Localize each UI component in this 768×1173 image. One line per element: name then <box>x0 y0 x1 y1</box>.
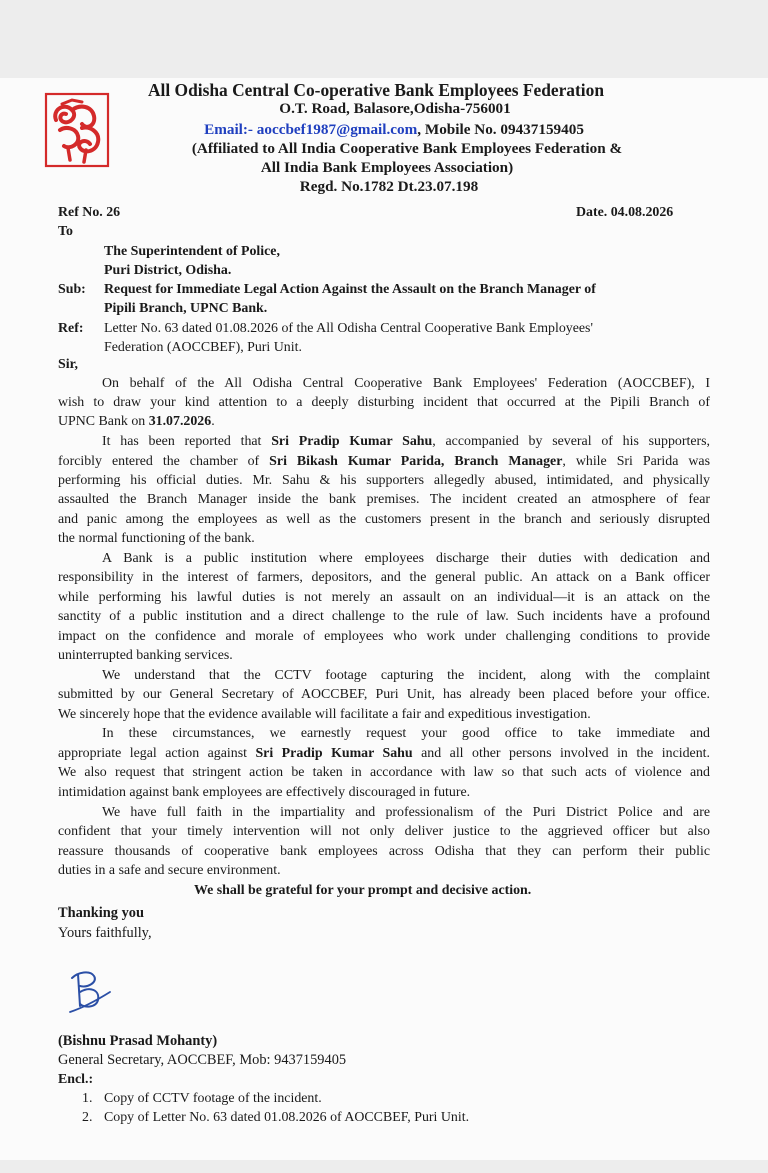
para2-line: the normal functioning of the bank. <box>58 531 255 546</box>
signature-icon <box>64 962 114 1022</box>
letter-date: Date. 04.08.2026 <box>576 205 674 220</box>
org-title: All Odisha Central Co-operative Bank Employees Federation <box>147 80 604 100</box>
enclosure-item: Copy of Letter No. 63 dated 01.08.2026 of AOCCBEF, Puri Unit. <box>104 1110 470 1125</box>
addressee-line-1: The Superintendent of Police, <box>104 244 280 259</box>
para4-line: submitted by our General Secretary of AOCCBEF, Puri Unit, has already been placed before your office. <box>58 687 710 702</box>
top-margin <box>0 0 768 78</box>
para2-line: forcibly entered the chamber of Sri Bikash Kumar Parida, Branch Manager, while Sri Parida was <box>58 454 710 469</box>
para2-line: assaulted the Branch Manager inside the bank premises. The incident created an atmosphere of fear <box>58 492 710 507</box>
para5-line: intimidation against bank employees are effectively discouraged in future. <box>58 785 471 800</box>
para3-line: sanctity of a public institution and a direct challenge to the rule of law. Such incidents have a profound <box>58 609 710 624</box>
reference-line-1: Letter No. 63 dated 01.08.2026 of the All Odisha Central Cooperative Bank Employees' <box>104 321 593 336</box>
para6-line: duties in a safe and secure environment. <box>58 863 281 878</box>
signatory-title: General Secretary, AOCCBEF, Mob: 9437159405 <box>58 1052 347 1068</box>
para5-line: In these circumstances, we earnestly request your good office to take immediate and <box>102 726 710 741</box>
affiliation-line-1: (Affiliated to All India Cooperative Bank Employees Federation & <box>191 140 623 157</box>
bottom-margin <box>0 1160 768 1173</box>
registration-number: Regd. No.1782 Dt.23.07.198 <box>299 178 479 195</box>
subject-label: Sub: <box>58 282 86 297</box>
incident-date: 31.07.2026 <box>148 414 212 429</box>
closing-statement: We shall be grateful for your prompt and decisive action. <box>194 883 532 898</box>
para1-line: UPNC Bank on 31.07.2026. <box>58 414 215 429</box>
to-label: To <box>58 224 73 239</box>
para6-line: We have full faith in the impartiality and professionalism of the Puri District Police and are <box>102 805 710 820</box>
email-link[interactable]: aoccbef1987@gmail.com <box>256 121 418 138</box>
federation-logo-icon <box>42 90 112 170</box>
signatory-name: (Bishnu Prasad Mohanty) <box>58 1033 218 1049</box>
affiliation-line-2: All India Bank Employees Association) <box>260 159 514 176</box>
para3-line: responsibility in the interest of farmers, depositors, and the general public. An attack on a Bank officer <box>58 570 710 585</box>
yours-faithfully: Yours faithfully, <box>58 925 152 941</box>
email-label: Email:- <box>204 121 253 138</box>
para6-line: reassure thousands of cooperative bank employees across Odisha that they can perform their public <box>58 844 710 859</box>
para3-line: impact on the confidence and morale of employees who work under challenging conditions to provide <box>58 629 710 644</box>
accused-name: Sri Pradip Kumar Sahu <box>271 434 433 449</box>
enclosures-label: Encl.: <box>58 1072 94 1087</box>
para3-line: A Bank is a public institution where employees discharge their duties with dedication and <box>102 551 710 566</box>
para4-line: We sincerely hope that the evidence available will facilitate a fair and expeditious investigation. <box>58 707 591 722</box>
victim-name: Sri Bikash Kumar Parida, Branch Manager <box>269 454 563 469</box>
para2-line: It has been reported that Sri Pradip Kumar Sahu, accompanied by several of his supporters, <box>102 434 710 449</box>
subject-line-1: Request for Immediate Legal Action Against the Assault on the Branch Manager of <box>104 282 596 297</box>
para6-line: confident that your timely intervention will not only deliver justice to the aggrieved officer but also <box>58 824 710 839</box>
enclosure-item: Copy of CCTV footage of the incident. <box>104 1091 322 1106</box>
reference-line-2: Federation (AOCCBEF), Puri Unit. <box>104 340 302 355</box>
para1-line: On behalf of the All Odisha Central Cooperative Bank Employees' Federation (AOCCBEF), I <box>102 376 710 391</box>
para2-line: and panic among the employees as well as the customers present in the branch and seriously disrupted <box>58 512 710 527</box>
para3-line: while performing his lawful duties is not merely an assault on an individual—it is an attack on the <box>58 590 710 605</box>
reference-label: Ref: <box>58 321 84 336</box>
para3-line: uninterrupted banking services. <box>58 648 233 663</box>
enclosure-number: 1. <box>82 1091 93 1106</box>
para2-line: performing his official duties. Mr. Sahu & his supporters allegedly abused, intimidated, and physically <box>58 473 710 488</box>
enclosure-number: 2. <box>82 1110 93 1125</box>
salutation: Sir, <box>58 357 78 372</box>
addressee-line-2: Puri District, Odisha. <box>104 263 232 278</box>
ref-number: Ref No. 26 <box>58 205 121 220</box>
mobile-number: , Mobile No. 09437159405 <box>417 121 584 138</box>
para4-line: We understand that the CCTV footage capturing the incident, along with the complaint <box>102 668 710 683</box>
para1-line: wish to draw your kind attention to a deeply disturbing incident that occurred at the Pipili Branch of <box>58 395 710 410</box>
accused-name: Sri Pradip Kumar Sahu <box>255 746 413 761</box>
org-contact <box>168 120 620 140</box>
para5-line: We also request that stringent action be taken in accordance with law so that such acts of violence and <box>58 765 710 780</box>
para5-line: appropriate legal action against Sri Pradip Kumar Sahu and all other persons involved in the incident. <box>58 746 711 761</box>
org-address: O.T. Road, Balasore,Odisha-756001 <box>279 100 511 117</box>
thanking-you: Thanking you <box>58 905 144 921</box>
subject-line-2: Pipili Branch, UPNC Bank. <box>104 301 268 316</box>
